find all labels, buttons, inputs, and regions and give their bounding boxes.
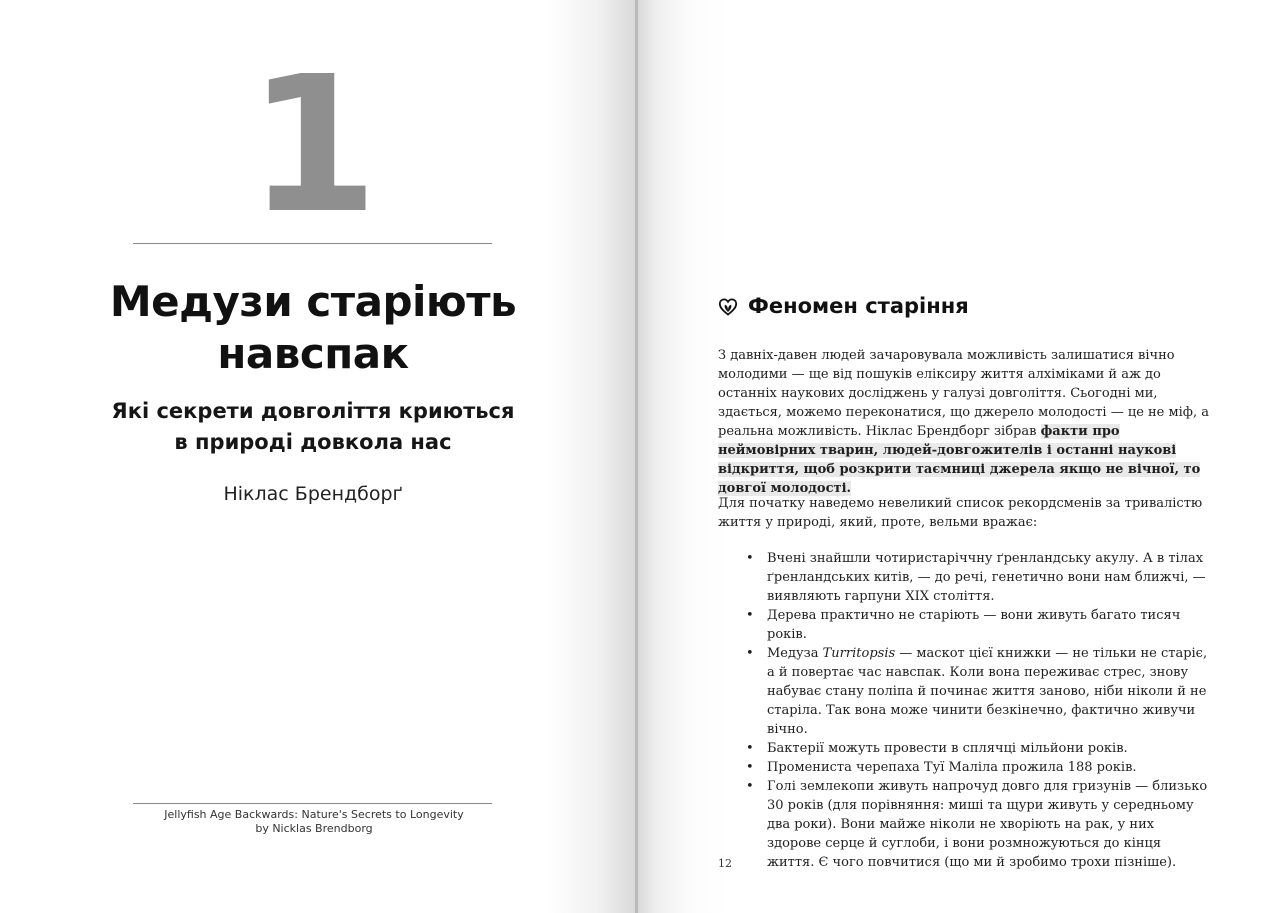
- section-heading-text: Феномен старіння: [748, 294, 969, 318]
- intro-paragraph-text: З давніх-давен людей зачаровувала можливість залишатися вічно молодими — ще від пошуків еліксиру життя алхіміками й аж до останніх наукових досліджень у галузі довголіття. Сьогодні ми, здається, можемо переконатися, що джерело молодості — це не міф, а реальна можливість. Ніклас Брендборг зібрав: [718, 348, 1209, 439]
- list-item-text: Промениста черепаха Туї Маліла прожила 188 років.: [767, 760, 1137, 775]
- list-item: [718, 777, 1212, 872]
- list-item-text: Бактерії можуть провести в сплячці мільйони років.: [767, 741, 1128, 756]
- records-list: [718, 549, 1212, 872]
- chapter-number: 1: [247, 36, 379, 255]
- list-item-text: Дерева практично не старіють — вони живуть багато тисяч років.: [767, 608, 1181, 642]
- chapter-title-line-2: навспак: [217, 329, 409, 378]
- species-name: Turritopsis: [822, 646, 896, 661]
- list-item: [718, 606, 1212, 644]
- author-name: Ніклас Брендборґ: [223, 483, 403, 505]
- bullet-marker: •: [746, 646, 754, 661]
- bullet-marker: •: [746, 741, 754, 756]
- chapter-subtitle: [0, 396, 626, 458]
- list-intro-paragraph: Для початку наведемо невеликий список рекордсменів за тривалістю життя у природі, який, проте, вельми вражає:: [718, 496, 1203, 530]
- footer-divider: [133, 803, 492, 804]
- original-title: Jellyfish Age Backwards: Nature's Secrets to Longevity: [164, 808, 464, 821]
- section-heading: [718, 292, 969, 320]
- book-gutter: [635, 0, 638, 913]
- list-item-text-start: Медуза: [767, 646, 823, 661]
- original-edition-info: [133, 808, 495, 836]
- chapter-title: [0, 276, 626, 380]
- list-item: [718, 644, 1212, 739]
- bullet-marker: •: [746, 760, 754, 775]
- chapter-subtitle-line-1: Які секрети довголіття криються: [111, 399, 515, 423]
- bullet-marker: •: [746, 779, 754, 794]
- heart-icon: [718, 296, 738, 316]
- bullet-marker: •: [746, 608, 754, 623]
- intro-paragraph-highlight: факти про неймовірних тварин, людей-довгожителів і останні наукові відкриття, щоб розкрити таємниці джерела якщо не вічної, то довгої молодості.: [718, 424, 1201, 496]
- bullet-marker: •: [746, 551, 754, 566]
- original-author: by Nicklas Brendborg: [255, 822, 373, 835]
- title-divider-top: [133, 243, 492, 244]
- chapter-subtitle-line-2: в природі довкола нас: [174, 430, 452, 454]
- left-page: [0, 0, 636, 913]
- list-item: [718, 739, 1212, 758]
- list-item-text: Голі землекопи живуть напрочуд довго для гризунів — близько 30 років (для порівняння: миші та щури живуть у середньому два роки). Вони майже ніколи не хворіють на рак, у них здорове серце й суглоби, і вони розмножуються до кінця життя. Є чого повчитися (що ми й зробимо трохи пізніше).: [767, 779, 1208, 870]
- list-item-text: Вчені знайшли чотиристаріччну ґренландську акулу. А в тілах ґренландських китів, — до речі, генетично вони нам ближчі, — виявляють гарпуни XIX століття.: [767, 551, 1206, 604]
- right-page: [636, 0, 1275, 913]
- intro-paragraph: [718, 346, 1212, 498]
- page-number: 12: [718, 857, 732, 870]
- list-item: [718, 549, 1212, 606]
- chapter-title-line-1: Медузи старіють: [109, 277, 517, 326]
- list-item: [718, 758, 1212, 777]
- list-item-text-end: — маскот цієї книжки — не тільки не старіє, а й повертає час навспак. Коли вона переживає стрес, знову набуває стану поліпа й починає життя заново, ніби ніколи й не старіла. Так вона може чинити безкінечно, фактично живучи вічно.: [767, 646, 1208, 737]
